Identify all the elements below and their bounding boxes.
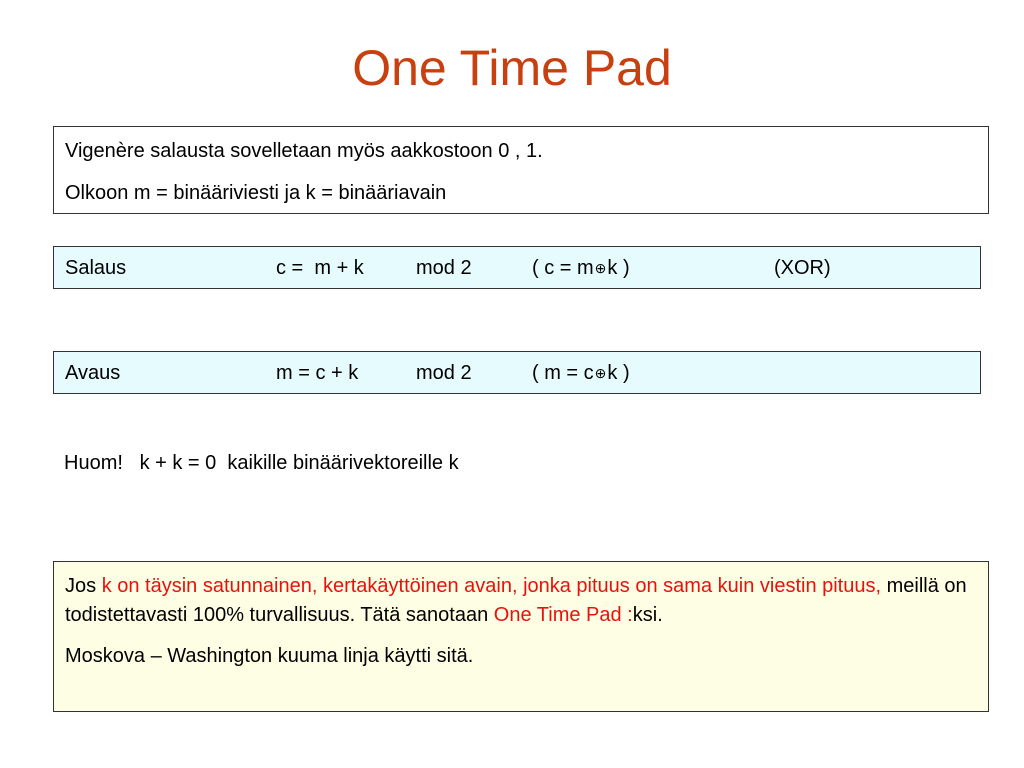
otp-suffix: ksi. (632, 604, 663, 626)
decryption-label: Avaus (65, 362, 121, 384)
encryption-xor-prefix: ( c = m (532, 257, 594, 279)
encryption-label: Salaus (65, 257, 127, 279)
one-time-pad-box (53, 561, 989, 712)
otp-middle: meillä on todistettavasti 100% turvallisuus. Tätä sanotaan (65, 575, 967, 626)
decryption-xor-expression (532, 361, 630, 385)
decryption-xor-suffix: k ) (607, 362, 630, 384)
xor-symbol-icon: ⊕ (594, 260, 607, 276)
encryption-note: (XOR) (774, 257, 831, 279)
otp-highlight-condition: k on täysin satunnainen, kertakäyttöinen avain, jonka pituus on sama kuin viestin pituus, (101, 575, 882, 597)
slide-title: One Time Pad (352, 40, 672, 96)
otp-line-2: Moskova – Washington kuuma linja käytti sitä. (65, 645, 474, 667)
encryption-mod: mod 2 (416, 257, 472, 279)
xor-symbol-icon: ⊕ (594, 365, 607, 381)
otp-paragraph (65, 572, 968, 630)
intro-box (53, 126, 989, 214)
decryption-mod: mod 2 (416, 362, 472, 384)
remark-text: Huom! k + k = 0 kaikille binäärivektoreille k (64, 452, 459, 474)
intro-line-2: Olkoon m = binääriviesti ja k = binääriavain (65, 182, 447, 204)
decryption-box (53, 351, 981, 394)
otp-intro: Jos (65, 575, 102, 597)
decryption-formula: m = c + k (276, 362, 359, 384)
encryption-box (53, 246, 981, 289)
intro-line-1: Vigenère salausta sovelletaan myös aakkostoon 0 , 1. (65, 140, 543, 162)
encryption-formula: c = m + k (276, 257, 364, 279)
decryption-xor-prefix: ( m = c (532, 362, 594, 384)
otp-highlight-name: One Time Pad : (493, 604, 633, 626)
encryption-xor-expression (532, 256, 630, 280)
encryption-xor-suffix: k ) (607, 257, 630, 279)
